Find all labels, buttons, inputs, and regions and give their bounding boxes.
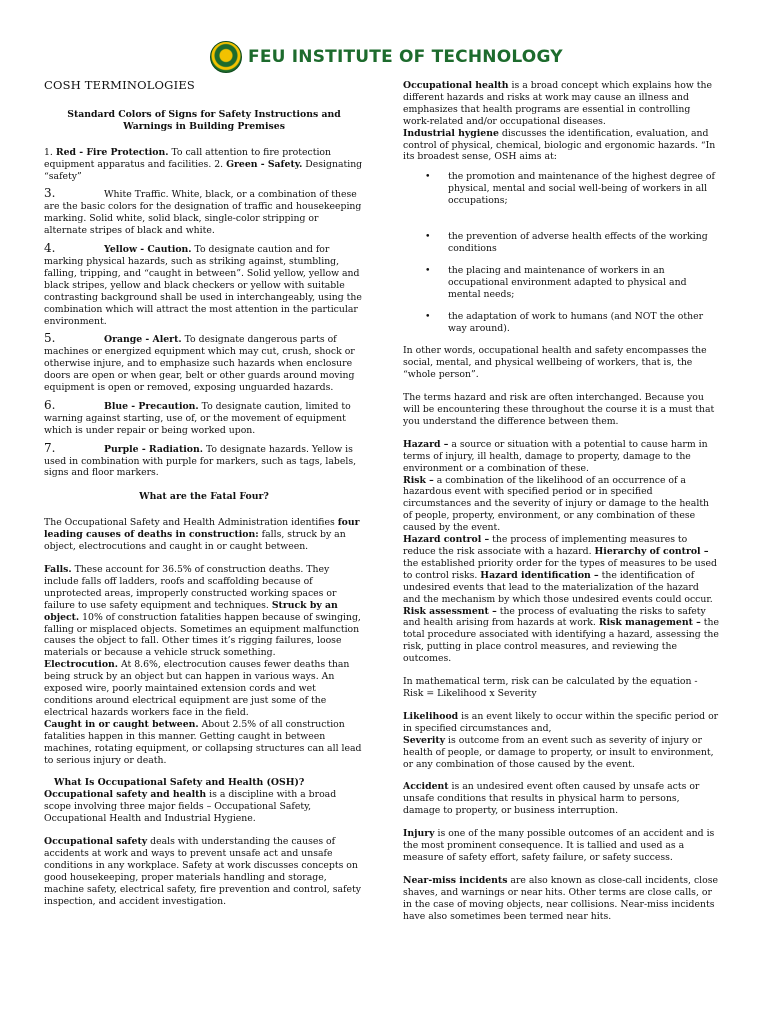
accident-definition: Accident is an undesired event often caused by unsafe acts or unsafe conditions that results in physical harm to persons, damage to property, or business interruption. xyxy=(403,781,700,817)
risk-equation: Risk = Likelihood x Severity xyxy=(403,687,537,699)
list-item: • the promotion and maintenance of the highest degree of physical, mental and social well-being of workers in all occupations; xyxy=(425,171,715,207)
feu-seal-logo xyxy=(210,41,242,73)
list-item: • the prevention of adverse health effects of the working conditions xyxy=(425,231,708,254)
colors-heading: Standard Colors of Signs for Safety Instructions and Warnings in Building Premises xyxy=(67,108,341,132)
injury-definition: Injury is one of the many possible outcomes of an accident and is the most prominent consequence. It is tallied and used as a measure of safety effort, safety failure, or safety success. xyxy=(403,828,715,863)
likelihood-definition: Likelihood is an event likely to occur within the specific period or in specified circumstances and, xyxy=(403,710,719,734)
institution-name: FEU INSTITUTE OF TECHNOLOGY xyxy=(248,47,563,67)
severity-definition: Severity is outcome from an event such as severity of injury or health of people, or damage to property, or insult to environment, or any combination of those caused by the event. xyxy=(403,734,714,770)
right-column xyxy=(403,80,719,922)
fatal-four-intro: The Occupational Safety and Health Administration identifies four leading causes of deaths in construction: falls, struck by an object, electrocutions and caught in or caught between. xyxy=(44,517,360,553)
document-title: COSH TERMINOLOGIES xyxy=(44,78,195,92)
hazard-definition: Hazard – a source or situation with a potential to cause harm in terms of injury, ill health, damage to property, damage to the environment or a combination of these. xyxy=(403,438,708,474)
risk-definition: Risk – a combination of the likelihood of an occurrence of a hazardous event with specified period or in specified circumstances and the severity of injury or damage to the health of people, property, environment, or any combination of these caused by the event. xyxy=(403,474,710,534)
hazard-control-definitions: Hazard control – the process of implementing measures to reduce the risk associate with a hazard. Hierarchy of control – the established priority order for the types of measures to be used to control risks. Hazard identification – the identification of undesired events that lead to the materialization of the hazard and the mechanism by which those undesired events could occur. xyxy=(403,534,717,605)
color-item-white: 3. White Traffic. White, black, or a combination of these are the basic colors for the designation of traffic and housekeeping marking. Solid white, solid black, single-color stripping or alternate stripes of black and white. xyxy=(44,186,362,237)
other-words-paragraph: In other words, occupational health and safety encompasses the social, mental, and physical wellbeing of workers, that is, the “whole person”. xyxy=(403,345,707,381)
green-label: Green - Safety. xyxy=(226,158,303,170)
color-item-red-green: 1. Red - Fire Protection. To call attention to fire protection equipment apparatus and facilities. 2. Green - Safety. Designating “safety” xyxy=(44,146,363,182)
bullet-icon: • xyxy=(425,171,431,183)
falls-paragraph: Falls. These account for 36.5% of construction deaths. They include falls off ladders, roofs and scaffolding because of unprotected areas, improperly constructed working spaces or failure to use safety equipment and techniques. Struck by an object. 10% of construction fatalities happen because of swinging, falling or misplaced objects. Sometimes an equipment malfunction causes the object to fall. Other times it’s rigging failures, loose materials or because a vehicle struck something. xyxy=(44,564,361,659)
risk-assessment-definitions: Risk assessment – the process of evaluating the risks to safety and health arising from hazards at work. Risk management – the total procedure associated with identifying a hazard, assessing the risk, putting in place control measures, and reviewing the outcomes. xyxy=(403,605,719,665)
fatal-four-heading: What are the Fatal Four? xyxy=(139,491,269,503)
electrocution-paragraph: Electrocution. At 8.6%, electrocution causes fewer deaths than being struck by an object but can happen in various ways. An exposed wire, poorly maintained extension cords and wet conditions around electrical equipment are just some of the electrical hazards workers face in the field. xyxy=(44,659,350,718)
osh-aims-list xyxy=(403,171,719,334)
occupational-health-paragraph: Occupational health is a broad concept which explains how the different hazards and risks at work may cause an illness and emphasizes that health programs are essential in controlling work-related and/or occupational diseases. xyxy=(403,80,713,127)
osh-paragraph: Occupational safety and health is a discipline with a broad scope involving three major fields – Occupational Safety, Occupational Health and Industrial Hygiene. xyxy=(44,789,337,825)
red-label: Red - Fire Protection. xyxy=(55,146,169,158)
page-header xyxy=(210,40,563,74)
list-item: • the placing and maintenance of workers in an occupational environment adapted to physical and mental needs; xyxy=(425,264,687,300)
color-item-yellow: 4. Yellow - Caution. To designate caution and for marking physical hazards, such as striking against, stumbling, falling, tripping, and “caught in between”. Solid yellow, yellow and black stripes, yellow and black checkers or yellow with suitable contrasting background shall be used in interchangeably, using the combination which will attract the most attention in the particular environment. xyxy=(44,241,362,327)
occupational-safety-paragraph: Occupational safety deals with understanding the causes of accidents at work and ways to prevent unsafe act and unsafe conditions in any workplace. Safety at work discusses concepts on good housekeeping, proper materials handling and storage, machine safety, electrical safety, fire prevention and control, safety inspection, and accident investigation. xyxy=(44,836,361,907)
color-item-purple: 7. Purple - Radiation. To designate hazards. Yellow is used in combination with purple for markers, such as tags, labels, signs and floor markers. xyxy=(44,440,357,479)
near-miss-definition: Near-miss incidents are also known as close-call incidents, close shaves, and warnings or near hits. Other terms are close calls, or in the case of moving objects, near collisions. Near-miss incidents have also sometimes been termed near hits. xyxy=(403,874,718,922)
industrial-hygiene-paragraph: Industrial hygiene discusses the identification, evaluation, and control of physical, chemical, biologic and ergonomic hazards. “In its broadest sense, OSH aims at: xyxy=(403,127,716,163)
bullet-icon: • xyxy=(425,231,431,243)
osh-heading: What Is Occupational Safety and Health (OSH)? xyxy=(54,777,305,789)
color-item-orange: 5. Orange - Alert. To designate dangerous parts of machines or energized equipment which may cut, crush, shock or otherwise injure, and to emphasize such hazards when enclosure doors are open or when gear, belt or other guards around moving equipment is open or removed, exposing unguarded hazards. xyxy=(44,331,355,394)
risk-equation-intro: In mathematical term, risk can be calculated by the equation - xyxy=(403,676,698,688)
bullet-icon: • xyxy=(425,310,431,322)
left-column xyxy=(44,80,364,907)
caught-paragraph: Caught in or caught between. About 2.5% of all construction fatalities happen in this manner. Getting caught in between machines, rotating equipment, or collapsing structures can all lead to serious injury or death. xyxy=(44,718,362,766)
bullet-icon: • xyxy=(425,264,431,276)
hazard-risk-paragraph: The terms hazard and risk are often interchanged. Because you will be encountering these throughout the course it is a must that you understand the difference between them. xyxy=(403,392,715,427)
list-item: • the adaptation of work to humans (and NOT the other way around). xyxy=(425,310,704,334)
color-item-blue: 6. Blue - Precaution. To designate caution, limited to warning against starting, use of, or the movement of equipment which is under repair or being worked upon. xyxy=(44,397,351,436)
